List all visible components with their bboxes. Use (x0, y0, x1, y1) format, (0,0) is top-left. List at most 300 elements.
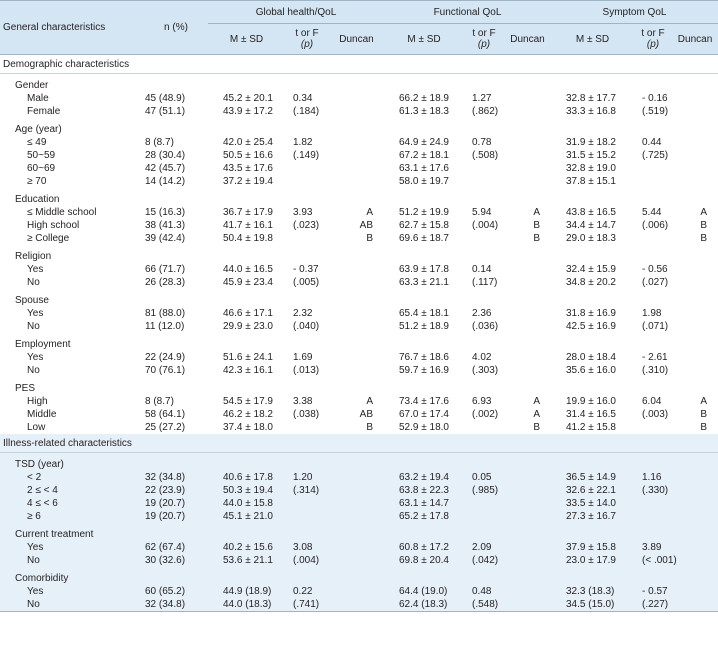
n-cell: 19 (20.7) (144, 497, 208, 510)
table-row (0, 408, 718, 421)
t-or-f-cell: 1.69 (285, 351, 329, 364)
t-or-f-cell: 3.38 (285, 395, 329, 408)
mean-sd-cell: 37.2 ± 19.4 (208, 175, 285, 188)
duncan-cell (329, 162, 384, 175)
t-or-f-cell (464, 421, 504, 434)
duncan-cell (672, 585, 718, 598)
mean-sd-cell: 44.0 (18.3) (208, 598, 285, 612)
duncan-cell (504, 149, 551, 162)
t-or-f-cell: (.149) (285, 149, 329, 162)
n-cell: 8 (8.7) (144, 136, 208, 149)
table-row (0, 541, 718, 554)
duncan-cell: B (672, 219, 718, 232)
t-or-f-cell: (.314) (285, 484, 329, 497)
duncan-cell: A (672, 395, 718, 408)
t-or-f-cell (285, 232, 329, 245)
duncan-cell: A (504, 206, 551, 219)
t-or-f-cell: 2.36 (464, 307, 504, 320)
mean-sd-cell: 43.5 ± 17.6 (208, 162, 285, 175)
duncan-cell (504, 541, 551, 554)
t-or-f-cell: - 0.37 (285, 263, 329, 276)
mean-sd-cell: 63.1 ± 17.6 (384, 162, 464, 175)
n-cell: 30 (32.6) (144, 554, 208, 567)
category-cell: No (0, 364, 144, 377)
mean-sd-cell: 69.8 ± 20.4 (384, 554, 464, 567)
t-or-f-cell: 2.09 (464, 541, 504, 554)
mean-sd-cell: 69.6 ± 18.7 (384, 232, 464, 245)
header-t-or-f (464, 24, 504, 55)
mean-sd-cell: 67.2 ± 18.1 (384, 149, 464, 162)
mean-sd-cell: 31.9 ± 18.2 (551, 136, 634, 149)
duncan-cell (504, 351, 551, 364)
duncan-cell: B (329, 232, 384, 245)
table-row (0, 149, 718, 162)
mean-sd-cell: 32.4 ± 15.9 (551, 263, 634, 276)
header-p-label: (p) (477, 39, 491, 50)
n-cell: 70 (76.1) (144, 364, 208, 377)
t-or-f-cell: (.003) (634, 408, 672, 421)
duncan-cell (329, 320, 384, 333)
t-or-f-cell: 3.08 (285, 541, 329, 554)
table-row (0, 364, 718, 377)
duncan-cell: A (504, 395, 551, 408)
mean-sd-cell: 37.8 ± 15.1 (551, 175, 634, 188)
t-or-f-cell: (.303) (464, 364, 504, 377)
mean-sd-cell: 34.8 ± 20.2 (551, 276, 634, 289)
group-label: Education (0, 188, 718, 206)
t-or-f-cell: 5.94 (464, 206, 504, 219)
header-duncan: Duncan (329, 24, 384, 55)
mean-sd-cell: 65.2 ± 17.8 (384, 510, 464, 523)
duncan-cell (672, 175, 718, 188)
duncan-cell: AB (329, 408, 384, 421)
n-cell: 19 (20.7) (144, 510, 208, 523)
duncan-cell (504, 554, 551, 567)
mean-sd-cell: 31.4 ± 16.5 (551, 408, 634, 421)
t-or-f-cell: (.519) (634, 105, 672, 118)
duncan-cell (672, 276, 718, 289)
t-or-f-cell: 5.44 (634, 206, 672, 219)
mean-sd-cell: 63.9 ± 17.8 (384, 263, 464, 276)
category-cell: Yes (0, 585, 144, 598)
t-or-f-cell: (.005) (285, 276, 329, 289)
group-label: TSD (year) (0, 453, 718, 472)
table-row (0, 395, 718, 408)
table-row (0, 320, 718, 333)
duncan-cell (672, 105, 718, 118)
mean-sd-cell: 42.5 ± 16.9 (551, 320, 634, 333)
duncan-cell (329, 510, 384, 523)
duncan-cell (329, 175, 384, 188)
t-or-f-cell: 1.98 (634, 307, 672, 320)
duncan-cell (672, 263, 718, 276)
category-cell: Middle (0, 408, 144, 421)
table-row (0, 219, 718, 232)
category-cell: 4 ≤ < 6 (0, 497, 144, 510)
duncan-cell: B (672, 232, 718, 245)
category-cell: ≥ 70 (0, 175, 144, 188)
n-cell: 42 (45.7) (144, 162, 208, 175)
duncan-cell (672, 497, 718, 510)
t-or-f-cell: (.862) (464, 105, 504, 118)
t-or-f-cell: (.184) (285, 105, 329, 118)
table-row (0, 471, 718, 484)
n-cell: 22 (23.9) (144, 484, 208, 497)
mean-sd-cell: 73.4 ± 17.6 (384, 395, 464, 408)
duncan-cell (504, 276, 551, 289)
category-cell: Male (0, 92, 144, 105)
mean-sd-cell: 51.2 ± 18.9 (384, 320, 464, 333)
category-cell: ≥ 6 (0, 510, 144, 523)
t-or-f-cell: (.038) (285, 408, 329, 421)
t-or-f-cell: (.027) (634, 276, 672, 289)
mean-sd-cell: 36.5 ± 14.9 (551, 471, 634, 484)
t-or-f-cell (464, 162, 504, 175)
t-or-f-cell: 0.48 (464, 585, 504, 598)
t-or-f-cell: 1.27 (464, 92, 504, 105)
t-or-f-cell (634, 497, 672, 510)
mean-sd-cell: 37.4 ± 18.0 (208, 421, 285, 434)
duncan-cell (672, 484, 718, 497)
duncan-cell (329, 136, 384, 149)
mean-sd-cell: 44.9 (18.9) (208, 585, 285, 598)
category-cell: 60~69 (0, 162, 144, 175)
mean-sd-cell: 62.7 ± 15.8 (384, 219, 464, 232)
header-p-label: (p) (646, 39, 660, 50)
category-cell: Yes (0, 307, 144, 320)
duncan-cell (329, 471, 384, 484)
t-or-f-cell: 0.44 (634, 136, 672, 149)
t-or-f-cell: (.548) (464, 598, 504, 612)
t-or-f-cell: 6.93 (464, 395, 504, 408)
mean-sd-cell: 44.0 ± 16.5 (208, 263, 285, 276)
t-or-f-cell: (< .001) (634, 554, 672, 567)
t-or-f-cell: 3.89 (634, 541, 672, 554)
table-row (0, 598, 718, 612)
t-or-f-cell: (.004) (464, 219, 504, 232)
duncan-cell (504, 105, 551, 118)
duncan-cell: A (672, 206, 718, 219)
mean-sd-cell: 76.7 ± 18.6 (384, 351, 464, 364)
t-or-f-cell: (.040) (285, 320, 329, 333)
duncan-cell (504, 175, 551, 188)
duncan-cell (329, 585, 384, 598)
header-functional: Functional QoL (384, 1, 551, 24)
group-label: Age (year) (0, 118, 718, 136)
duncan-cell (504, 162, 551, 175)
mean-sd-cell: 32.6 ± 22.1 (551, 484, 634, 497)
category-cell: < 2 (0, 471, 144, 484)
header-msd: M ± SD (208, 24, 285, 55)
t-or-f-cell: 4.02 (464, 351, 504, 364)
table-header (0, 1, 718, 55)
n-cell: 60 (65.2) (144, 585, 208, 598)
header-msd: M ± SD (384, 24, 464, 55)
duncan-cell (672, 351, 718, 364)
mean-sd-cell: 64.4 (19.0) (384, 585, 464, 598)
mean-sd-cell: 35.6 ± 16.0 (551, 364, 634, 377)
category-cell: Female (0, 105, 144, 118)
table-row (0, 497, 718, 510)
mean-sd-cell: 45.2 ± 20.1 (208, 92, 285, 105)
duncan-cell (672, 92, 718, 105)
mean-sd-cell: 29.9 ± 23.0 (208, 320, 285, 333)
mean-sd-cell: 50.3 ± 19.4 (208, 484, 285, 497)
table-row (0, 351, 718, 364)
mean-sd-cell: 50.5 ± 16.6 (208, 149, 285, 162)
n-cell: 15 (16.3) (144, 206, 208, 219)
t-or-f-cell: (.023) (285, 219, 329, 232)
table-row (0, 175, 718, 188)
t-or-f-cell (634, 162, 672, 175)
mean-sd-cell: 41.2 ± 15.8 (551, 421, 634, 434)
duncan-cell (672, 149, 718, 162)
header-duncan: Duncan (504, 24, 551, 55)
table-row (0, 585, 718, 598)
t-or-f-cell: 2.32 (285, 307, 329, 320)
t-or-f-cell: - 0.57 (634, 585, 672, 598)
t-or-f-cell: - 0.16 (634, 92, 672, 105)
n-cell: 28 (30.4) (144, 149, 208, 162)
mean-sd-cell: 31.5 ± 15.2 (551, 149, 634, 162)
category-cell: Yes (0, 351, 144, 364)
n-cell: 32 (34.8) (144, 598, 208, 612)
duncan-cell (504, 497, 551, 510)
t-or-f-cell: (.004) (285, 554, 329, 567)
duncan-cell (329, 598, 384, 612)
table-row (0, 136, 718, 149)
mean-sd-cell: 63.3 ± 21.1 (384, 276, 464, 289)
mean-sd-cell: 32.8 ± 17.7 (551, 92, 634, 105)
duncan-cell (504, 364, 551, 377)
group-label: Gender (0, 74, 718, 93)
mean-sd-cell: 34.4 ± 14.7 (551, 219, 634, 232)
t-or-f-cell: (.985) (464, 484, 504, 497)
mean-sd-cell: 45.1 ± 21.0 (208, 510, 285, 523)
duncan-cell (504, 598, 551, 612)
table-row (0, 484, 718, 497)
duncan-cell: B (504, 232, 551, 245)
t-or-f-cell: (.725) (634, 149, 672, 162)
t-or-f-cell: (.042) (464, 554, 504, 567)
t-or-f-cell: - 0.56 (634, 263, 672, 276)
t-or-f-cell (464, 175, 504, 188)
t-or-f-cell: (.036) (464, 320, 504, 333)
mean-sd-cell: 51.2 ± 19.9 (384, 206, 464, 219)
category-cell: High (0, 395, 144, 408)
t-or-f-cell (285, 510, 329, 523)
duncan-cell (329, 149, 384, 162)
mean-sd-cell: 63.2 ± 19.4 (384, 471, 464, 484)
t-or-f-cell: (.006) (634, 219, 672, 232)
mean-sd-cell: 62.4 (18.3) (384, 598, 464, 612)
category-cell: High school (0, 219, 144, 232)
t-or-f-cell: (.013) (285, 364, 329, 377)
duncan-cell: B (672, 421, 718, 434)
group-label: Employment (0, 333, 718, 351)
mean-sd-cell: 51.6 ± 24.1 (208, 351, 285, 364)
mean-sd-cell: 32.3 (18.3) (551, 585, 634, 598)
header-t-or-f (285, 24, 329, 55)
n-cell: 47 (51.1) (144, 105, 208, 118)
table-row (0, 554, 718, 567)
mean-sd-cell: 33.5 ± 14.0 (551, 497, 634, 510)
t-or-f-cell (634, 421, 672, 434)
mean-sd-cell: 65.4 ± 18.1 (384, 307, 464, 320)
category-cell: No (0, 276, 144, 289)
duncan-cell: B (504, 219, 551, 232)
mean-sd-cell: 58.0 ± 19.7 (384, 175, 464, 188)
mean-sd-cell: 43.8 ± 16.5 (551, 206, 634, 219)
t-or-f-cell (464, 497, 504, 510)
group-label: PES (0, 377, 718, 395)
n-cell: 58 (64.1) (144, 408, 208, 421)
n-cell: 62 (67.4) (144, 541, 208, 554)
t-or-f-cell: 0.05 (464, 471, 504, 484)
table-row (0, 263, 718, 276)
duncan-cell: B (672, 408, 718, 421)
mean-sd-cell: 23.0 ± 17.9 (551, 554, 634, 567)
duncan-cell: AB (329, 219, 384, 232)
mean-sd-cell: 40.2 ± 15.6 (208, 541, 285, 554)
duncan-cell (504, 484, 551, 497)
t-or-f-cell: 1.82 (285, 136, 329, 149)
section-title: Demographic characteristics (0, 55, 718, 74)
t-or-f-cell (634, 232, 672, 245)
mean-sd-cell: 43.9 ± 17.2 (208, 105, 285, 118)
mean-sd-cell: 53.6 ± 21.1 (208, 554, 285, 567)
duncan-cell (329, 541, 384, 554)
category-cell: 50~59 (0, 149, 144, 162)
n-cell: 8 (8.7) (144, 395, 208, 408)
duncan-cell: B (504, 421, 551, 434)
t-or-f-cell: 6.04 (634, 395, 672, 408)
table-row (0, 510, 718, 523)
demographic-section (0, 55, 718, 435)
duncan-cell: A (329, 395, 384, 408)
duncan-cell (672, 162, 718, 175)
mean-sd-cell: 61.3 ± 18.3 (384, 105, 464, 118)
category-cell: Yes (0, 541, 144, 554)
duncan-cell (504, 307, 551, 320)
header-t-or-f-label: t or F (641, 28, 665, 39)
mean-sd-cell: 42.3 ± 16.1 (208, 364, 285, 377)
duncan-cell (504, 136, 551, 149)
mean-sd-cell: 36.7 ± 17.9 (208, 206, 285, 219)
n-cell: 45 (48.9) (144, 92, 208, 105)
duncan-cell (672, 320, 718, 333)
duncan-cell (504, 510, 551, 523)
mean-sd-cell: 63.8 ± 22.3 (384, 484, 464, 497)
mean-sd-cell: 29.0 ± 18.3 (551, 232, 634, 245)
mean-sd-cell: 32.8 ± 19.0 (551, 162, 634, 175)
duncan-cell (504, 263, 551, 276)
duncan-cell (504, 585, 551, 598)
duncan-cell (329, 263, 384, 276)
category-cell: ≤ Middle school (0, 206, 144, 219)
category-cell: 2 ≤ < 4 (0, 484, 144, 497)
mean-sd-cell: 33.3 ± 16.8 (551, 105, 634, 118)
mean-sd-cell: 46.2 ± 18.2 (208, 408, 285, 421)
duncan-cell (504, 320, 551, 333)
t-or-f-cell (464, 232, 504, 245)
mean-sd-cell: 40.6 ± 17.8 (208, 471, 285, 484)
duncan-cell: B (329, 421, 384, 434)
t-or-f-cell (285, 421, 329, 434)
t-or-f-cell: (.071) (634, 320, 672, 333)
section-title: Illness-related characteristics (0, 434, 718, 453)
illness-section (0, 434, 718, 612)
t-or-f-cell: (.741) (285, 598, 329, 612)
t-or-f-cell (634, 175, 672, 188)
duncan-cell (329, 105, 384, 118)
n-cell: 81 (88.0) (144, 307, 208, 320)
duncan-cell (672, 136, 718, 149)
table-row (0, 92, 718, 105)
header-symptom: Symptom QoL (551, 1, 718, 24)
table-row (0, 232, 718, 245)
mean-sd-cell: 44.0 ± 15.8 (208, 497, 285, 510)
header-t-or-f (634, 24, 672, 55)
table-row (0, 162, 718, 175)
duncan-cell: A (504, 408, 551, 421)
header-t-or-f-label: t or F (472, 28, 496, 39)
table-row (0, 105, 718, 118)
duncan-cell (329, 364, 384, 377)
duncan-cell (672, 554, 718, 567)
duncan-cell (672, 510, 718, 523)
t-or-f-cell (285, 162, 329, 175)
table-row (0, 421, 718, 434)
duncan-cell (672, 307, 718, 320)
category-cell: No (0, 598, 144, 612)
mean-sd-cell: 31.8 ± 16.9 (551, 307, 634, 320)
t-or-f-cell: (.508) (464, 149, 504, 162)
category-cell: No (0, 554, 144, 567)
n-cell: 14 (14.2) (144, 175, 208, 188)
header-duncan: Duncan (672, 24, 718, 55)
mean-sd-cell: 50.4 ± 19.8 (208, 232, 285, 245)
duncan-cell (329, 554, 384, 567)
t-or-f-cell: (.330) (634, 484, 672, 497)
n-cell: 22 (24.9) (144, 351, 208, 364)
mean-sd-cell: 60.8 ± 17.2 (384, 541, 464, 554)
duncan-cell (672, 541, 718, 554)
header-global: Global health/QoL (208, 1, 384, 24)
n-cell: 39 (42.4) (144, 232, 208, 245)
duncan-cell (672, 471, 718, 484)
duncan-cell: A (329, 206, 384, 219)
mean-sd-cell: 45.9 ± 23.4 (208, 276, 285, 289)
mean-sd-cell: 34.5 (15.0) (551, 598, 634, 612)
t-or-f-cell: 0.34 (285, 92, 329, 105)
mean-sd-cell: 37.9 ± 15.8 (551, 541, 634, 554)
header-t-or-f-label: t or F (295, 28, 319, 39)
n-cell: 32 (34.8) (144, 471, 208, 484)
category-cell: Low (0, 421, 144, 434)
category-cell: ≤ 49 (0, 136, 144, 149)
group-label: Comorbidity (0, 567, 718, 585)
t-or-f-cell (634, 510, 672, 523)
duncan-cell (504, 471, 551, 484)
category-cell: No (0, 320, 144, 333)
duncan-cell (329, 307, 384, 320)
duncan-cell (329, 484, 384, 497)
table-row (0, 276, 718, 289)
t-or-f-cell: (.310) (634, 364, 672, 377)
mean-sd-cell: 67.0 ± 17.4 (384, 408, 464, 421)
duncan-cell (329, 497, 384, 510)
